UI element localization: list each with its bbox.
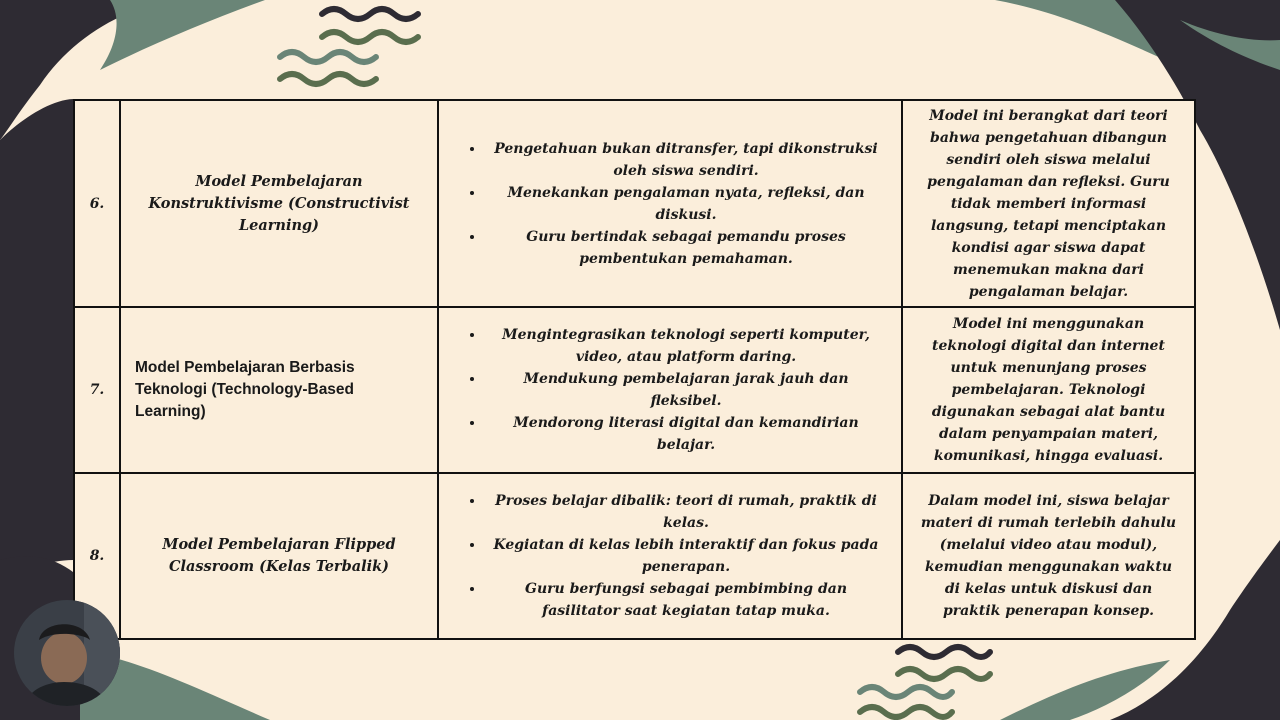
row-number: 6. xyxy=(74,100,120,307)
corner-shape-top-left-sage xyxy=(100,0,265,70)
learning-models-table xyxy=(73,99,1196,640)
model-name: Model Pembelajaran Flipped Classroom (Kelas Terbalik) xyxy=(120,473,438,639)
characteristics-list xyxy=(461,490,887,622)
squiggle-top-2 xyxy=(322,32,418,42)
characteristics-list xyxy=(461,138,887,270)
squiggle-top-3 xyxy=(280,52,376,62)
list-item: • Kegiatan di kelas lebih interaktif dan fokus pada penerapan. xyxy=(485,534,887,578)
model-name: Model Pembelajaran Konstruktivisme (Constructivist Learning) xyxy=(120,100,438,307)
table-row xyxy=(74,307,1195,473)
model-name: Model Pembelajaran Berbasis Teknologi (Technology-Based Learning) xyxy=(120,307,438,473)
list-item: • Guru berfungsi sebagai pembimbing dan fasilitator saat kegiatan tatap muka. xyxy=(485,578,887,622)
model-characteristics xyxy=(438,307,902,473)
model-description: Dalam model ini, siswa belajar materi di rumah terlebih dahulu (melalui video atau modul), kemudian menggunakan waktu di kelas untuk diskusi dan praktik penerapan konsep. xyxy=(902,473,1195,639)
characteristics-list xyxy=(461,324,887,456)
presenter-avatar-icon xyxy=(14,600,120,706)
list-item: • Mendorong literasi digital dan kemandirian belajar. xyxy=(485,412,887,456)
table-row xyxy=(74,100,1195,307)
list-item: • Pengetahuan bukan ditransfer, tapi dikonstruksi oleh siswa sendiri. xyxy=(485,138,887,182)
presenter-webcam xyxy=(14,600,120,706)
model-description: Model ini menggunakan teknologi digital dan internet untuk menunjang proses pembelajaran. Teknologi digunakan sebagai alat bantu dalam penyampaian materi, komunikasi, hingga evaluasi. xyxy=(902,307,1195,473)
squiggle-top-1 xyxy=(322,9,418,19)
model-characteristics xyxy=(438,100,902,307)
model-description: Model ini berangkat dari teori bahwa pengetahuan dibangun sendiri oleh siswa melalui pengalaman dan refleksi. Guru tidak memberi informasi langsung, tetapi menciptakan kondisi agar siswa dapat menemukan makna dari pengalaman belajar. xyxy=(902,100,1195,307)
squiggle-bottom-3 xyxy=(860,687,952,697)
squiggle-top-4 xyxy=(280,74,376,84)
squiggle-bottom-2 xyxy=(898,669,990,679)
table-row xyxy=(74,473,1195,639)
list-item: • Guru bertindak sebagai pemandu proses pembentukan pemahaman. xyxy=(485,226,887,270)
squiggle-bottom-4 xyxy=(860,707,952,717)
squiggle-bottom-1 xyxy=(898,647,990,657)
side-shape-left-dark xyxy=(0,99,73,580)
list-item: • Proses belajar dibalik: teori di rumah, praktik di kelas. xyxy=(485,490,887,534)
list-item: • Mengintegrasikan teknologi seperti komputer, video, atau platform daring. xyxy=(485,324,887,368)
model-characteristics xyxy=(438,473,902,639)
list-item: • Menekankan pengalaman nyata, refleksi, dan diskusi. xyxy=(485,182,887,226)
list-item: • Mendukung pembelajaran jarak jauh dan fleksibel. xyxy=(485,368,887,412)
row-number: 7. xyxy=(74,307,120,473)
row-number: 8. xyxy=(74,473,120,639)
